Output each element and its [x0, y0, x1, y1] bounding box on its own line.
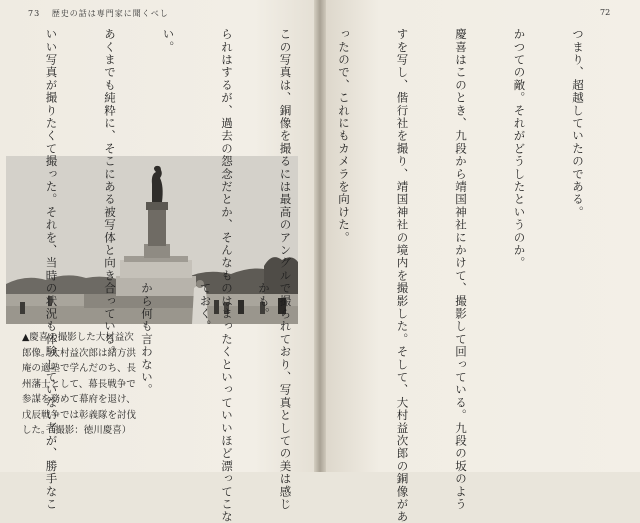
text-line: 慶喜はこのとき、九段から靖国神社にかけて、撮影して回っている。九段の坂のよう [454, 28, 468, 511]
caption-line: 参謀を務めて幕府を退け、 [22, 394, 136, 405]
caption-line: 郎像。大村益次郎は緒方洪 [22, 347, 137, 359]
running-title: 歴史の話は専門家に聞くべし [51, 9, 169, 18]
text-line: あくまでも純粋に、そこにある被写体と向き合っている。 [103, 28, 117, 359]
text-line: ったので、これにもカメラを向けた。 [337, 28, 351, 244]
text-line: つまり、超越していたのである。 [571, 28, 585, 219]
text-line: ておく。 [198, 282, 213, 333]
text-line: かも。 [257, 282, 271, 321]
text-line: い。 [161, 28, 176, 54]
text-line: かつての敵。それがどうしたというのか。 [512, 28, 527, 270]
left-page-number: 73 [28, 9, 41, 18]
text-line: すを写し、偕行社を撮り、靖国神社の境内を撮影した。そして、大村益次郎の銅像があ [395, 28, 410, 523]
caption-line: ▲慶喜の撮影した大村益次 [22, 332, 134, 343]
text-line [0, 28, 2, 468]
caption-line: した。（撮影：徳川慶喜） [22, 425, 132, 436]
text-line: この写真は、銅像を撮るには最高のアングルで撮られており、写真としての美は感じ [278, 28, 293, 511]
caption-line: 庵の適塾で学んだのち、長 [22, 363, 137, 374]
right-page-number: 72 [600, 8, 611, 17]
caption-line: 戊辰戦争では彰義隊を討伐 [22, 409, 137, 421]
left-page-header [28, 8, 169, 19]
text-line: いい写真が撮りたくて撮った。それを、当時の状況も体験していない者が、勝手なこ [44, 28, 59, 511]
caption-line: 州藩士として、幕長戦争で [22, 378, 136, 390]
text-line: られはするが、過去の怨念だとか、そんなものはまったくといっていいほど漂ってこな [220, 28, 234, 523]
text-line: から何も言わない。 [140, 282, 154, 397]
